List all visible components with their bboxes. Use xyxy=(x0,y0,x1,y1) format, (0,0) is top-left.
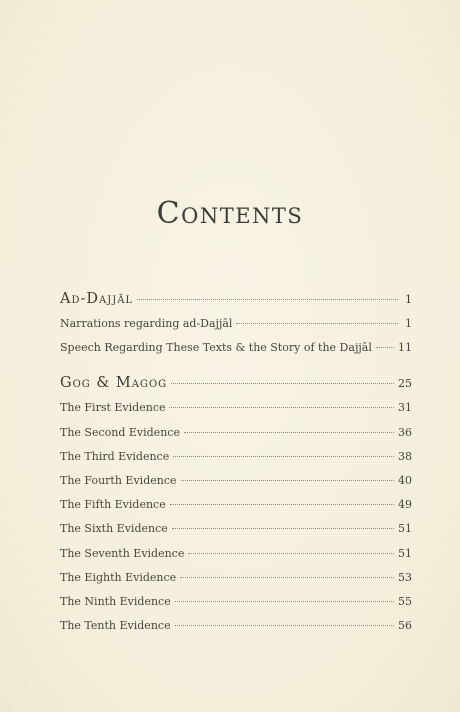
toc-page-number: 49 xyxy=(398,498,412,512)
toc-entry-label: The Ninth Evidence xyxy=(60,594,171,608)
dot-leader xyxy=(175,601,394,602)
dot-leader xyxy=(175,625,394,626)
dot-leader xyxy=(169,407,394,408)
section-spacer xyxy=(60,360,412,370)
toc-entry[interactable] xyxy=(60,336,412,360)
toc-entry[interactable] xyxy=(60,469,412,493)
toc-section-heading[interactable] xyxy=(60,286,412,312)
toc-entry-label: The Tenth Evidence xyxy=(60,619,171,633)
toc-section-title: Ad-Dajjāl xyxy=(60,291,134,307)
dot-leader xyxy=(171,383,394,384)
toc-entry[interactable] xyxy=(60,566,412,590)
toc-entry[interactable] xyxy=(60,590,412,614)
toc-page-number: 25 xyxy=(398,377,412,391)
table-of-contents xyxy=(60,286,412,638)
toc-page-number: 11 xyxy=(398,341,412,355)
dot-leader xyxy=(137,299,398,300)
toc-entry[interactable] xyxy=(60,517,412,541)
dot-leader xyxy=(173,456,394,457)
toc-page-number: 38 xyxy=(398,449,412,463)
dot-leader xyxy=(170,504,394,505)
dot-leader xyxy=(172,528,394,529)
toc-entry[interactable] xyxy=(60,312,412,336)
dot-leader xyxy=(236,323,398,324)
toc-entry[interactable] xyxy=(60,614,412,638)
page-title: Contents xyxy=(156,196,304,231)
toc-entry[interactable] xyxy=(60,421,412,445)
toc-entry[interactable] xyxy=(60,493,412,517)
toc-section-heading[interactable] xyxy=(60,370,412,396)
toc-page-number: 1 xyxy=(405,293,412,306)
toc-entry[interactable] xyxy=(60,445,412,469)
toc-entry-label: The Third Evidence xyxy=(60,449,170,463)
toc-page-number: 51 xyxy=(398,546,412,560)
toc-page-number: 1 xyxy=(405,317,412,330)
toc-page-number: 55 xyxy=(398,594,412,608)
toc-entry-label: Narrations regarding ad-Dajjāl xyxy=(60,317,233,330)
toc-entry-label: The First Evidence xyxy=(60,401,166,415)
dot-leader xyxy=(188,553,394,554)
toc-page-number: 40 xyxy=(398,473,412,487)
toc-entry-label: The Eighth Evidence xyxy=(60,570,177,584)
toc-page-number: 36 xyxy=(398,425,412,439)
dot-leader xyxy=(376,347,394,348)
dot-leader xyxy=(180,577,394,578)
toc-entry-label: The Fifth Evidence xyxy=(60,498,166,512)
toc-entry-label: The Fourth Evidence xyxy=(60,473,177,487)
toc-entry[interactable] xyxy=(60,542,412,566)
toc-page-number: 53 xyxy=(398,570,412,584)
toc-page-number: 31 xyxy=(398,401,412,415)
dot-leader xyxy=(181,480,395,481)
toc-entry-label: The Seventh Evidence xyxy=(60,546,185,560)
dot-leader xyxy=(184,432,394,433)
toc-entry-label: The Second Evidence xyxy=(60,425,180,439)
toc-page-number: 56 xyxy=(398,619,412,633)
toc-section-title: Gog & Magog xyxy=(60,375,168,392)
toc-entry-label: The Sixth Evidence xyxy=(60,522,168,536)
toc-entry[interactable] xyxy=(60,396,412,420)
toc-entry-label: Speech Regarding These Texts & the Story of the Dajjāl xyxy=(60,341,372,355)
toc-page-number: 51 xyxy=(398,522,412,536)
